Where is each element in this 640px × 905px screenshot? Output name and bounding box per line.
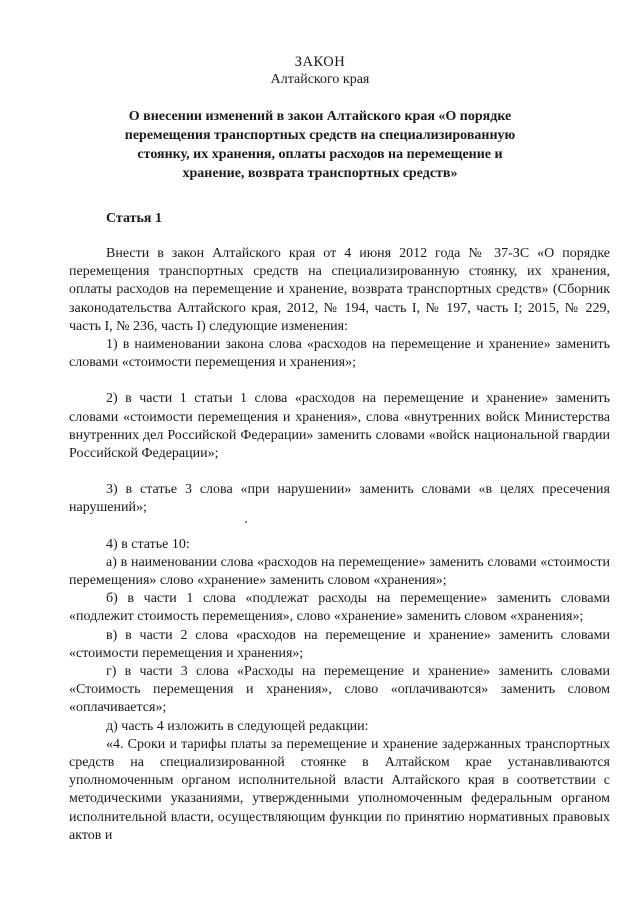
amendment-item-1: 1) в наименовании закона слова «расходов на перемещение и хранение» заменить словами «стоимости перемещения и хранения»; xyxy=(69,337,610,371)
law-title: О внесении изменений в закон Алтайского края «О порядке перемещения транспортных средств на специализированную стоянку, их хранения, оплаты расходов на перемещение и хранение, возврата транспортных средств» xyxy=(124,109,516,181)
amendment-item-4a: а) в наименовании слова «расходов на перемещение» заменить словами «стоимости перемещения» слово «хранение» заменить словом «хранения»; xyxy=(69,554,610,589)
amendment-item-4d: д) часть 4 изложить в следующей редакции: xyxy=(106,718,369,734)
amendment-item-4: 4) в статье 10: xyxy=(106,536,190,552)
article-intro: Внести в закон Алтайского края от 4 июня 2012 года № 37-ЗС «О порядке перемещения транспортных средств на специализированную стоянку, их хранения, оплаты расходов на перемещение и хранение, возврата транспортных средств» (Сборник законодательства Алтайского края, 2012, № 194, часть I, № 197, часть I; 2015, № 229, часть I, № 236, часть I) следующие изменения: xyxy=(69,246,610,334)
document-region: Алтайского края xyxy=(270,72,370,87)
scan-speck xyxy=(245,521,247,523)
quoted-new-text: «4. Сроки и тарифы платы за перемещение и хранение задержанных транспортных средств на специализированной стоянке в Алтайском крае устанавливаются уполномоченным органом исполнительной власти Алтайского края в соответствии с методическими указаниями, утвержденными уполномоченным федеральным органом исполнительной власти, осуществляющим функции по принятию нормативных правовых актов и xyxy=(69,736,610,843)
amendment-item-3: 3) в статье 3 слова «при нарушении» заменить словами «в целях пресечения нарушений»; xyxy=(69,482,610,516)
article-body xyxy=(69,245,610,845)
amendment-item-2: 2) в части 1 статьи 1 слова «расходов на перемещение и хранение» заменить словами «стоимости перемещения и хранения», слова «внутренних войск Министерства внутренних дел Российской Федерации» заменить словами «войск национальной гвардии Российской Федерации»; xyxy=(69,391,610,462)
article-heading: Статья 1 xyxy=(106,211,162,226)
document-type: ЗАКОН xyxy=(294,54,346,70)
amendment-item-4b: б) в части 1 слова «подлежат расходы на перемещение» заменить словами «подлежит стоимость перемещения», слово «хранение» заменить словом «хранения»; xyxy=(69,591,610,625)
amendment-item-4g: г) в части 3 слова «Расходы на перемещение и хранение» заменить словами «Стоимость перемещения и хранения», слово «оплачиваются» заменить словом «оплачивается»; xyxy=(69,664,610,716)
amendment-item-4v: в) в части 2 слова «расходов на перемещение и хранение» заменить словами «стоимости перемещения и хранения»; xyxy=(69,627,610,661)
